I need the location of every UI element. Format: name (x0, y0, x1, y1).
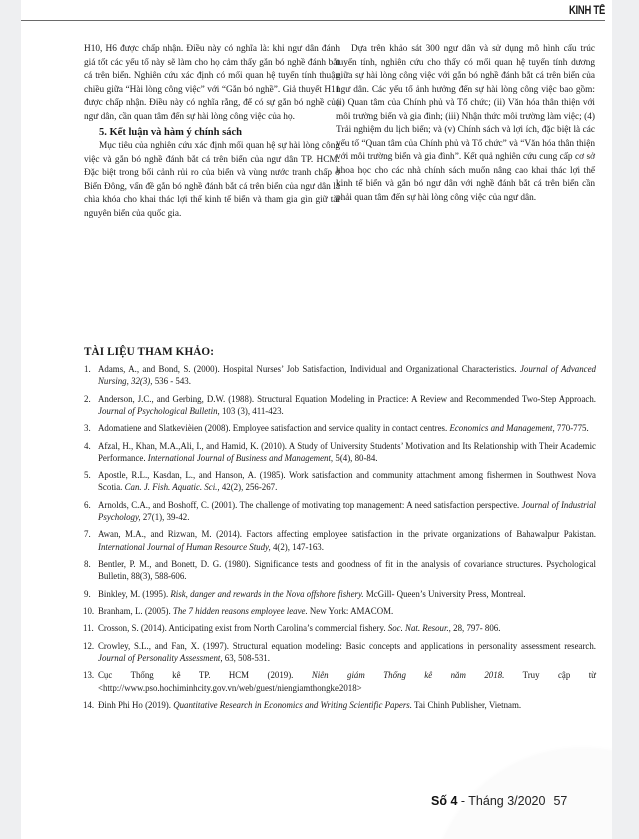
right-paragraph-1: Dựa trên khảo sát 300 ngư dân và sử dụng mô hình cấu trúc tuyến tính, nghiên cứu cho thấy có mối quan hệ tuyến tính dương giữa sự hài lòng công việc với gắn bó nghề đánh bắt cá trên biển của ngư dân. Các yếu tố ảnh hưởng đến sự hài lòng công việc bao gồm: (i) Quan tâm của Chính phủ và Tổ chức; (ii) Văn hóa thân thiện với môi trường biển và gia đình; (iii) Nhận thức môi trường làm việc; (4) Trải nghiệm du lịch biển; và (v) Chính sách và lợi ích, đặc biệt là các yếu tố “Quan tâm của Chính phủ và Tổ chức” và “Văn hóa thân thiện với môi trường biển và gia đình”. Kết quả nghiên cứu cung cấp cơ sở khoa học cho các nhà chính sách muốn nâng cao khai thác lợi thế kinh tế biển và gắn bó ngư dân với nghề đánh bắt cá trên biển cần phải quan tâm đến sự hài lòng công việc của ngư dân. (336, 44, 595, 203)
reference-number: 4. (84, 440, 91, 451)
reference-details: Truy cập từ <http://www.pso.hochiminhcity.gov.vn/web/guest/niengiamthongke2018> (98, 670, 596, 693)
reference-source: Economics and Management, (449, 423, 555, 434)
reference-item (84, 422, 596, 434)
references-list (84, 363, 596, 716)
reference-source: International Journal of Human Resource Study, (98, 541, 271, 552)
reference-details: 28, 797- 806. (450, 623, 501, 634)
page-footer (431, 794, 567, 808)
reference-source: Quantitative Research in Economics and Writing Scientific Papers. (173, 699, 412, 710)
reference-text: Bentler, P. M., and Bonett, D. G. (1980). Significance tests and goodness of fit in the analysis of covariance structures. Psychological Bulletin, 88(3), 588-606. (98, 558, 596, 582)
reference-source: The 7 hidden reasons employee leave. (172, 605, 308, 616)
reference-source: Journal of Personality Assessment, (98, 652, 223, 663)
reference-number: 10. (83, 605, 95, 616)
references-title: TÀI LIỆU THAM KHẢO: (84, 346, 215, 358)
reference-details: 5(4), 80-84. (333, 452, 378, 463)
issue-number: Số 4 (431, 794, 458, 808)
reference-item (84, 669, 596, 693)
left-paragraph-1: H10, H6 được chấp nhận. Điều này có nghĩa là: khi ngư dân đánh giá tốt các yếu tố này sẽ làm cho họ cảm thấy gắn bó nghề đánh bắt cá trên biển. Nghiên cứu xác định có mối quan hệ tuyến tính thuận chiều giữa “Hài lòng công việc” với “Gắn bó nghề”. Giả thuyết H11 được chấp nhận. Điều này có nghĩa rằng, để có sự gắn bó nghề của ngư dân, cần quan tâm đến sự hài lòng công việc của họ. (84, 44, 340, 122)
reference-text: Crowley, S.L., and Fan, X. (1997). Structural equation modeling: Basic concepts and applications in personality assessment research. (98, 640, 596, 651)
reference-text: Crosson, S. (2014). Anticipating exist from North Carolina’s commercial fishery. (98, 623, 388, 634)
page-number: 57 (553, 794, 568, 808)
reference-source: Journal of Advanced Nursing, 32(3), (98, 364, 596, 387)
reference-number: 14. (83, 699, 95, 710)
reference-text: Anderson, J.C., and Gerbing, D.W. (1988). Structural Equation Modeling in Practice: A Review and Recommended Two-Step Approach. (98, 393, 596, 404)
reference-number: 3. (84, 423, 91, 434)
reference-item (84, 393, 596, 417)
reference-details: 63, 508-531. (222, 652, 270, 663)
reference-number: 6. (84, 499, 91, 510)
reference-number: 2. (84, 393, 91, 404)
reference-source: Risk, danger and rewards in the Nova offshore fishery. (170, 588, 364, 599)
reference-details: 4(2), 147-163. (270, 541, 324, 552)
reference-details: 770-775. (554, 423, 589, 434)
reference-item (84, 469, 596, 493)
reference-item (84, 622, 596, 634)
reference-number: 12. (83, 640, 95, 651)
reference-text: Arnolds, C.A., and Boshoff, C. (2001). The challenge of motivating top management: A need satisfaction perspective. (98, 499, 522, 510)
reference-text: Awan, M.A., and Rizwan, M. (2014). Factors affecting employee satisfaction in the private organizations of Bahawalpur Pakistan. (98, 529, 596, 540)
reference-number: 8. (84, 558, 91, 569)
reference-number: 13. (83, 670, 95, 681)
reference-text: Adams, A., and Bond, S. (2000). Hospital Nurses’ Job Satisfaction, Individual and Organizational Characteristics. (98, 364, 520, 374)
left-paragraph-2: Mục tiêu của nghiên cứu xác định mối quan hệ sự hài lòng công việc và gắn bó nghề đánh bắt cá trên biển của ngư dân TP. HCM. Đặc biệt trong bối cảnh rủi ro của biển và vùng nước tranh chấp ở Biển Đông, vấn đề gắn bó nghề đánh bắt cá trên biển của ngư dân là chìa khóa cho khai thác lợi thế kinh tế biển và tham gia gìn giữ tài nguyên biển của quốc gia. (84, 141, 340, 219)
reference-details: 42(2), 256-267. (219, 482, 278, 493)
reference-details: Tai Chinh Publisher, Vietnam. (411, 699, 522, 710)
reference-item (84, 605, 596, 617)
reference-number: 1. (84, 364, 91, 374)
reference-item (84, 528, 596, 552)
conclusion-heading: 5. Kết luận và hàm ý chính sách (99, 127, 242, 138)
issue-date: - Tháng 3/2020 (457, 794, 546, 808)
reference-text: Binkley, M. (1995). (98, 588, 171, 599)
document-page (21, 0, 612, 839)
reference-text: Afzal, H., Khan, M.A.,Ali, I., and Hamid, K. (2010). A Study of University Students’ Motivation and Its Relationship with Their Academic Performance. (98, 440, 596, 463)
reference-number: 9. (84, 588, 91, 599)
reference-details: New York: AMACOM. (307, 605, 394, 616)
reference-item (84, 440, 596, 464)
reference-details: 536 - 543. (152, 376, 191, 387)
reference-item (84, 640, 596, 664)
section-header: KINH TẾ (568, 5, 605, 17)
reference-item (84, 558, 596, 582)
header-rule (21, 20, 605, 21)
reference-item (84, 699, 596, 711)
reference-number: 11. (83, 623, 94, 634)
reference-text: Cục Thống kê TP. HCM (2019). (98, 670, 312, 681)
reference-item (84, 588, 596, 600)
reference-details: 27(1), 39-42. (140, 511, 190, 522)
reference-text: Branham, L. (2005). (98, 605, 173, 616)
reference-source: Soc. Nat. Resour., (387, 623, 451, 634)
reference-number: 7. (84, 529, 91, 540)
reference-details: 103 (3), 411-423. (219, 405, 284, 416)
reference-number: 5. (84, 470, 91, 481)
reference-item (84, 499, 596, 523)
reference-details: McGill- Queen’s University Press, Montreal. (363, 588, 526, 599)
left-column (84, 43, 340, 221)
reference-source: Can. J. Fish. Aquatic. Sci., (124, 482, 220, 493)
reference-item (84, 363, 596, 387)
reference-text: Apostle, R.L., Kasdan, L., and Hanson, A. (1985). Work satisfaction and community attachment among fishermen in Southwest Nova Scotia. (98, 470, 596, 493)
reference-source: Niên giám Thống kê năm 2018. (311, 670, 505, 681)
reference-source: International Journal of Business and Management, (147, 452, 334, 463)
reference-text: Adomatiene and Slatkevièien (2008). Employee satisfaction and service quality in contact centres. (98, 423, 450, 434)
reference-text: Đinh Phi Ho (2019). (98, 699, 174, 710)
right-column (336, 43, 595, 205)
reference-source: Journal of Psychological Bulletin, (98, 405, 220, 416)
reference-source: Journal of Industrial Psychology, (98, 499, 596, 522)
